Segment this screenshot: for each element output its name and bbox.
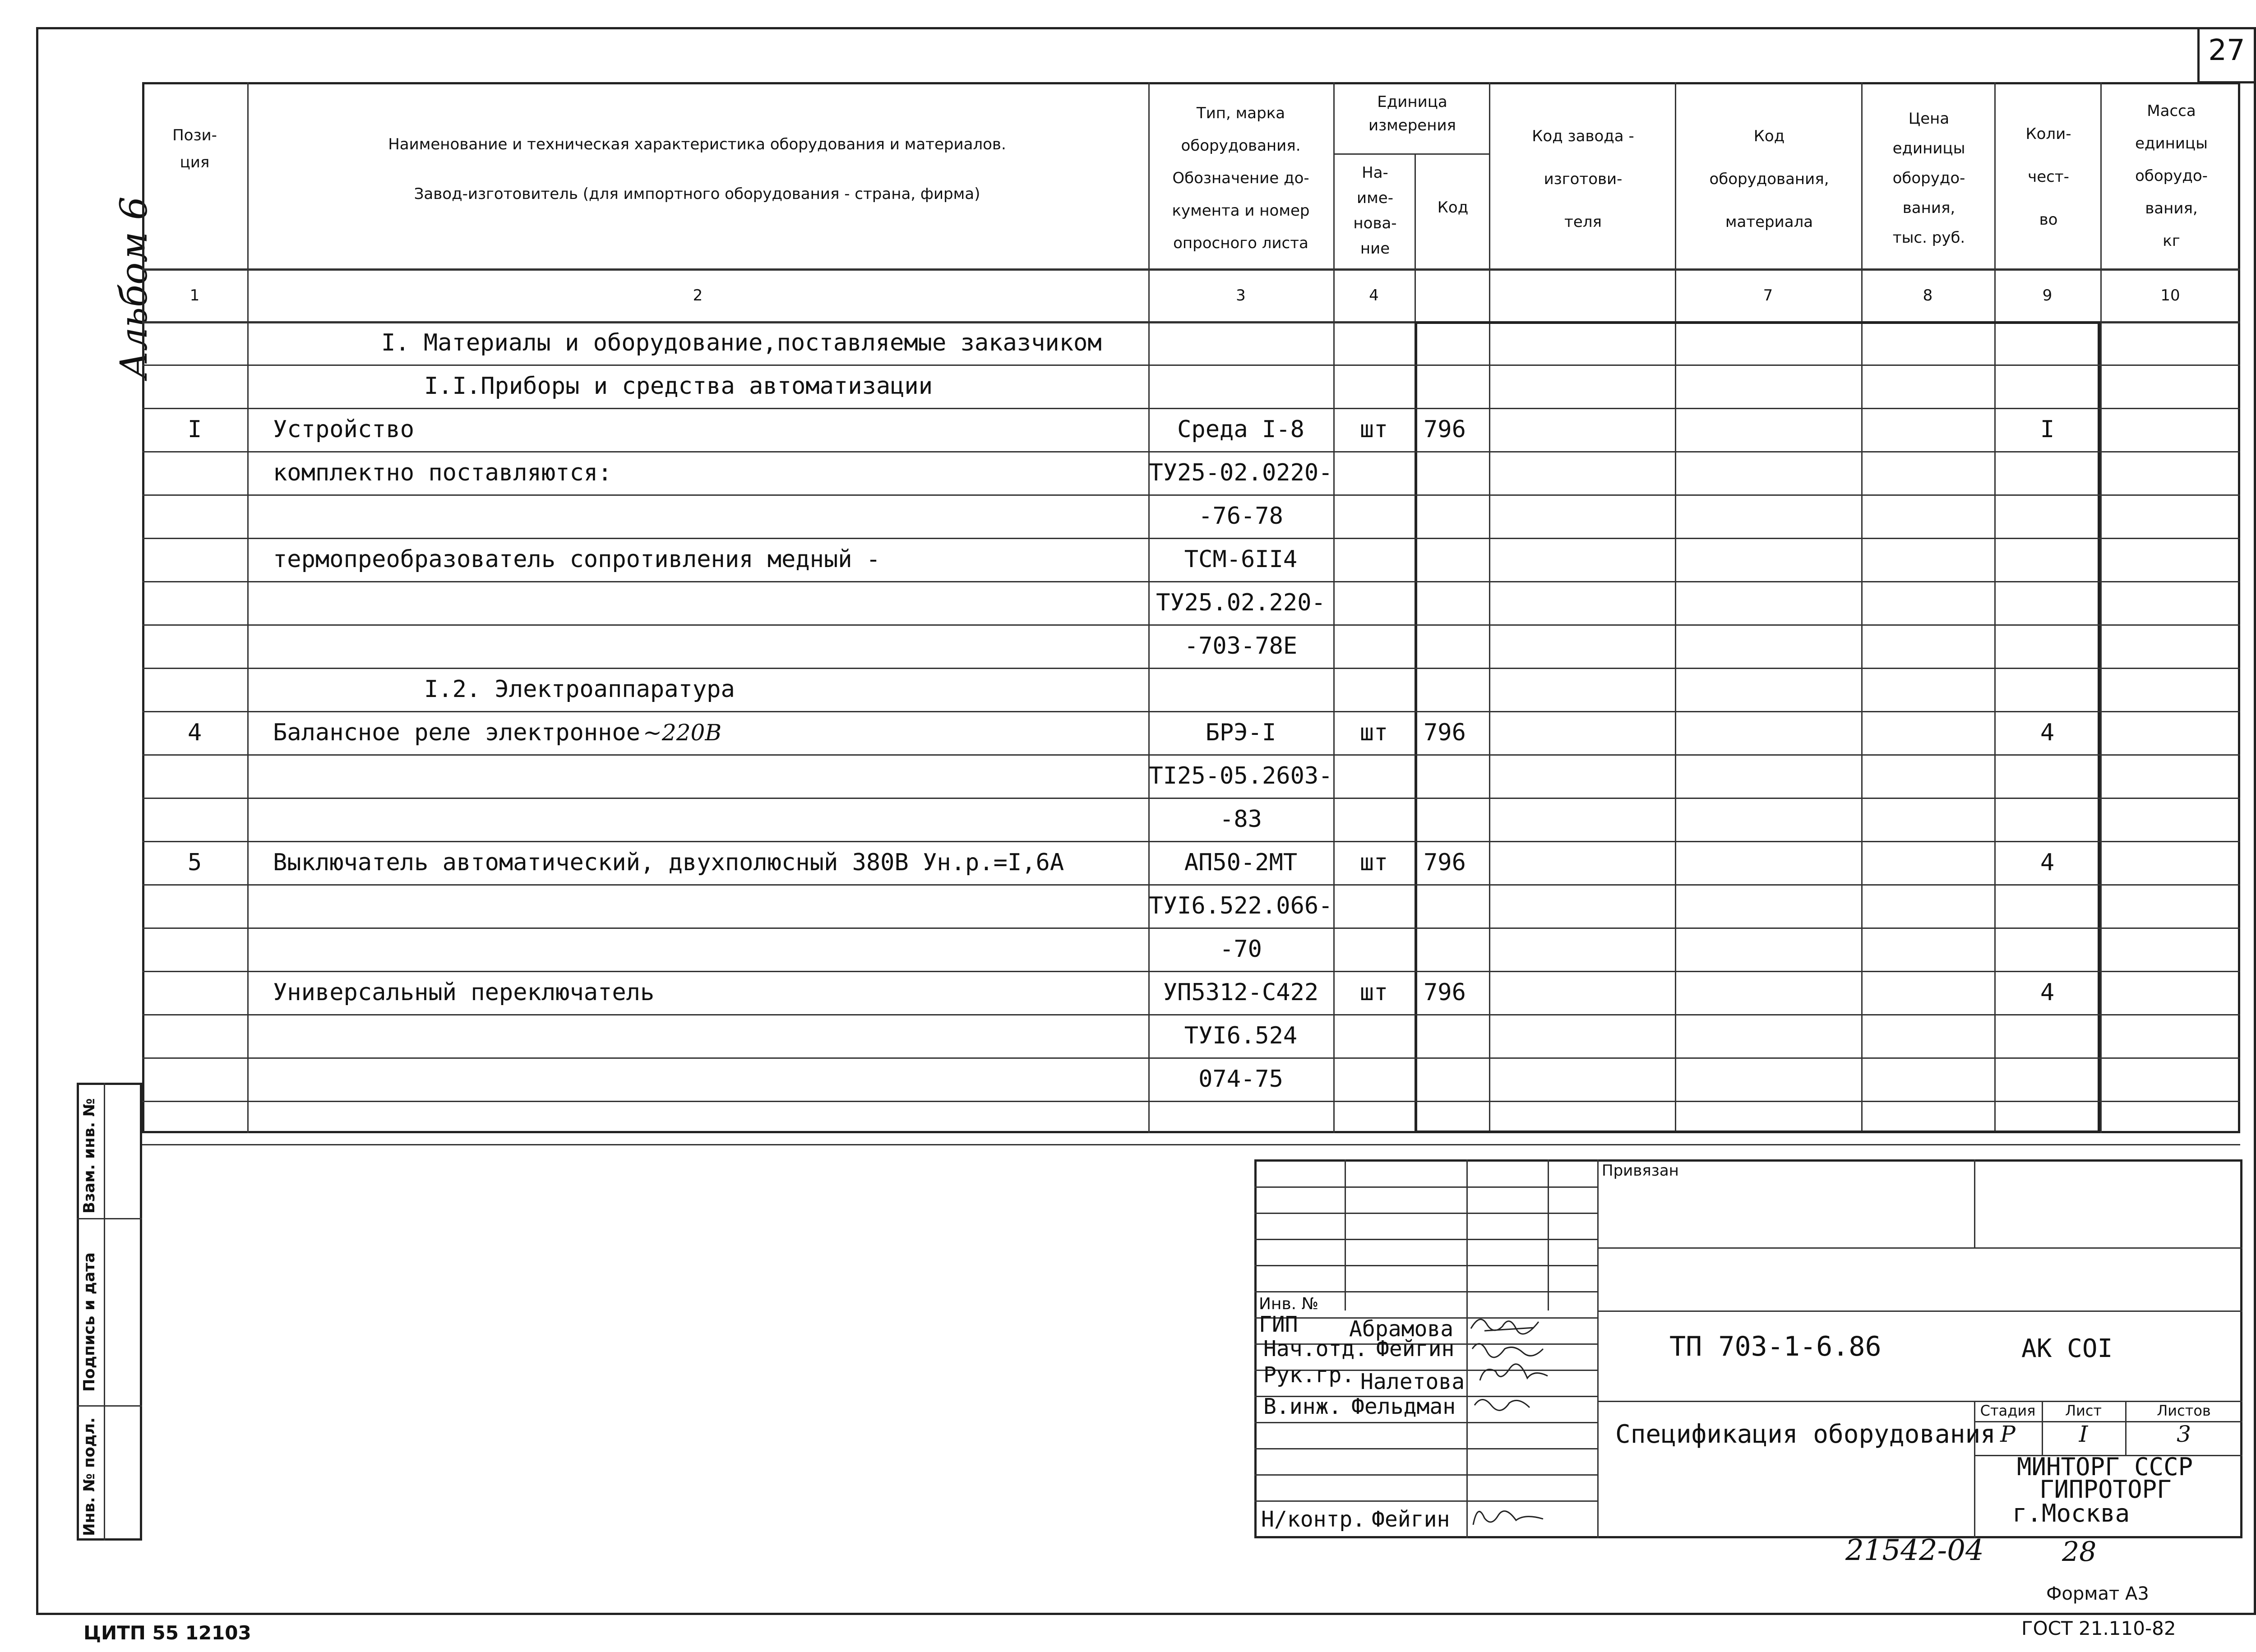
row-name: Выключатель автоматический, двухполюсный 380В Ун.р.=I,6А <box>273 849 1064 876</box>
row-type: Среда I-8 <box>1177 416 1304 443</box>
role-gip: ГИП <box>1259 1312 1298 1337</box>
header-name-line1: Наименование и техническая характеристика оборудования и материалов. <box>388 135 1006 153</box>
doc-code: АК СОI <box>2021 1334 2113 1363</box>
name-ruk-gr: Налетова <box>1360 1369 1465 1394</box>
table-row-line <box>142 1101 2240 1102</box>
name-gip: Абрамова <box>1349 1316 1454 1342</box>
handwritten-page: 28 <box>2062 1536 2097 1568</box>
name-nach-otd: Фейгин <box>1376 1336 1455 1361</box>
page-number: 27 <box>2208 34 2245 67</box>
row-type: ТСМ-6II4 <box>1184 546 1298 573</box>
row-unit-code: 796 <box>1424 416 1466 443</box>
title-grid-vline <box>1974 1159 1975 1247</box>
org-line-3: г.Москва <box>2012 1499 2130 1527</box>
project-code <box>1669 1329 1882 1365</box>
row-type: ТI25-05.2603- <box>1149 762 1333 789</box>
row-name: I.I.Приборы и средства автоматизации <box>424 373 933 400</box>
row-quantity: I <box>2040 416 2055 443</box>
row-type: ТУ25.02.220- <box>1156 589 1326 616</box>
colnum-8: 8 <box>1923 286 1933 305</box>
table-row-line <box>142 1144 2240 1145</box>
colnum-4: 4 <box>1369 286 1379 305</box>
sheet-label: Лист <box>2065 1402 2102 1419</box>
colnum-7: 7 <box>1763 286 1773 305</box>
header-factory-code: Код завода - изготови- теля <box>1532 127 1634 231</box>
row-quantity: 4 <box>2040 849 2055 876</box>
inv-no-label: Инв. № <box>1259 1295 1319 1313</box>
colnum-1: 1 <box>190 286 200 305</box>
title-grid-hline <box>1254 1265 1597 1266</box>
row-name: I. Материалы и оборудование,поставляемые заказчиком <box>381 329 1102 356</box>
title-grid-vline <box>1548 1159 1549 1311</box>
side-stamp-line-2 <box>77 1405 142 1407</box>
row-position: 4 <box>187 719 202 746</box>
role-v-inzh: В.инж. <box>1263 1394 1342 1419</box>
colnum-3: 3 <box>1236 286 1246 305</box>
role-norm-control: Н/контр. <box>1261 1507 1366 1532</box>
row-unit: шт <box>1359 416 1388 443</box>
title-grid-hline <box>1254 1239 1597 1240</box>
header-type: Тип, марка оборудования. Обозначение до- кумента и номер опросного листа <box>1172 104 1310 252</box>
row-position: 5 <box>187 849 202 876</box>
row-type: БРЭ-I <box>1205 719 1276 746</box>
colnum-2: 2 <box>693 286 703 305</box>
format-label: Формат А3 <box>2046 1583 2149 1604</box>
title-grid-hline <box>1597 1311 2242 1312</box>
header-position: Пози- ция <box>172 126 217 171</box>
header-name-line2: Завод-изготовитель (для импортного оборудования - страна, фирма) <box>414 185 980 203</box>
name-norm-control: Фейгин <box>1372 1507 1450 1532</box>
header-unit-name: На- име- нова- ние <box>1353 164 1397 258</box>
side-stamp-original-inv: Инв. № подл. <box>80 1417 98 1536</box>
row-name: Универсальный переключатель <box>273 979 655 1006</box>
header-unit-group: Единица измерения <box>1368 93 1456 134</box>
row-type: ТУ25-02.0220- <box>1149 459 1333 486</box>
row-name-handwritten: ~220В <box>643 720 722 746</box>
title-grid-vline <box>1466 1159 1468 1311</box>
row-quantity: 4 <box>2040 719 2055 746</box>
row-unit: шт <box>1359 979 1388 1006</box>
header-bottom-line <box>142 268 2240 271</box>
row-name: комплектно поставляются: <box>273 459 612 486</box>
row-unit-code: 796 <box>1424 979 1466 1006</box>
project-code-text: ТП 703-1-6.86 <box>1669 1331 1882 1362</box>
row-type: -83 <box>1220 806 1262 833</box>
unit-subheader-line <box>1333 153 1489 155</box>
role-nach-otd: Нач.отд. <box>1263 1336 1368 1361</box>
title-grid-hline <box>1254 1186 1597 1188</box>
header-unit-code: Код <box>1437 198 1469 217</box>
album-note: Альбом 6 <box>113 196 156 379</box>
header-mass: Масса единицы оборудо- вания, кг <box>2135 102 2208 250</box>
sheet-value: I <box>2079 1421 2088 1447</box>
title-grid-vline <box>1597 1159 1599 1538</box>
org-line-1: МИНТОРГ СССР <box>2017 1453 2193 1481</box>
stage-label: Стадия <box>1980 1402 2036 1419</box>
row-unit-code: 796 <box>1424 849 1466 876</box>
row-type: УП5312-С422 <box>1163 979 1319 1006</box>
title-grid-hline <box>1254 1422 1597 1423</box>
handwritten-reference: 21542-04 <box>1845 1534 1984 1567</box>
row-unit: шт <box>1359 719 1388 746</box>
row-name: Баланcное реле электронное <box>273 719 640 746</box>
signature-v-inzh <box>1471 1389 1539 1417</box>
row-unit: шт <box>1359 849 1388 876</box>
sheets-value: 3 <box>2177 1421 2191 1447</box>
row-type: ТУI6.524 <box>1184 1022 1298 1049</box>
stage-value: Р <box>2000 1421 2016 1447</box>
colnum-9: 9 <box>2042 286 2053 305</box>
title-grid-hline <box>1597 1247 2242 1249</box>
doc-title: Спецификация оборудования <box>1615 1420 1996 1449</box>
title-grid-hline <box>1254 1213 1597 1214</box>
signature-ruk-gr <box>1475 1360 1552 1389</box>
col-line-9 <box>2100 82 2102 1133</box>
sheets-label: Листов <box>2157 1402 2211 1419</box>
bottom-left-code: ЦИТП 55 12103 <box>83 1622 251 1644</box>
header-equipment-code: Код оборудования, материала <box>1709 127 1829 231</box>
title-grid-hline <box>1254 1448 1597 1449</box>
row-name: I.2. Электроаппаратура <box>424 676 735 703</box>
side-stamp-replace-inv: Взам. инв. № <box>80 1098 98 1214</box>
row-type: -70 <box>1220 936 1262 963</box>
signature-norm-control <box>1466 1500 1548 1532</box>
gost-label: ГОСТ 21.110-82 <box>2021 1617 2176 1639</box>
org-line-2: ГИПРОТОРГ <box>2039 1475 2172 1504</box>
row-type: АП50-2МТ <box>1184 849 1298 876</box>
row-type: 074-75 <box>1198 1066 1283 1093</box>
title-grid-hline <box>1254 1474 1597 1476</box>
header-price: Цена единицы оборудо- вания, тыс. руб. <box>1892 110 1965 247</box>
row-type: -703-78Е <box>1184 632 1298 660</box>
header-quantity: Коли- чест- во <box>2025 125 2071 229</box>
row-name: Устройство <box>273 416 415 443</box>
role-ruk-gr: Рук.гр. <box>1263 1362 1355 1388</box>
row-unit-code: 796 <box>1424 719 1466 746</box>
colnum-10: 10 <box>2160 286 2180 305</box>
col-line-1 <box>247 82 249 1133</box>
title-grid-vline <box>1345 1159 1346 1311</box>
row-type: -76-78 <box>1198 503 1283 530</box>
row-type: ТУI6.522.066- <box>1149 892 1333 919</box>
signature-nach-otd <box>1469 1335 1545 1362</box>
row-quantity: 4 <box>2040 979 2055 1006</box>
title-grid-hline <box>1254 1291 1597 1292</box>
side-stamp-line-1 <box>77 1218 142 1219</box>
name-v-inzh: Фельдман <box>1351 1394 1456 1419</box>
side-stamp-divider <box>104 1083 105 1541</box>
privyazan-label: Привязан <box>1602 1162 1679 1180</box>
side-stamp-signature-date: Подпись и дата <box>80 1252 98 1392</box>
row-name: термопреобразователь сопротивления медный - <box>273 546 881 573</box>
row-position: I <box>187 416 202 443</box>
